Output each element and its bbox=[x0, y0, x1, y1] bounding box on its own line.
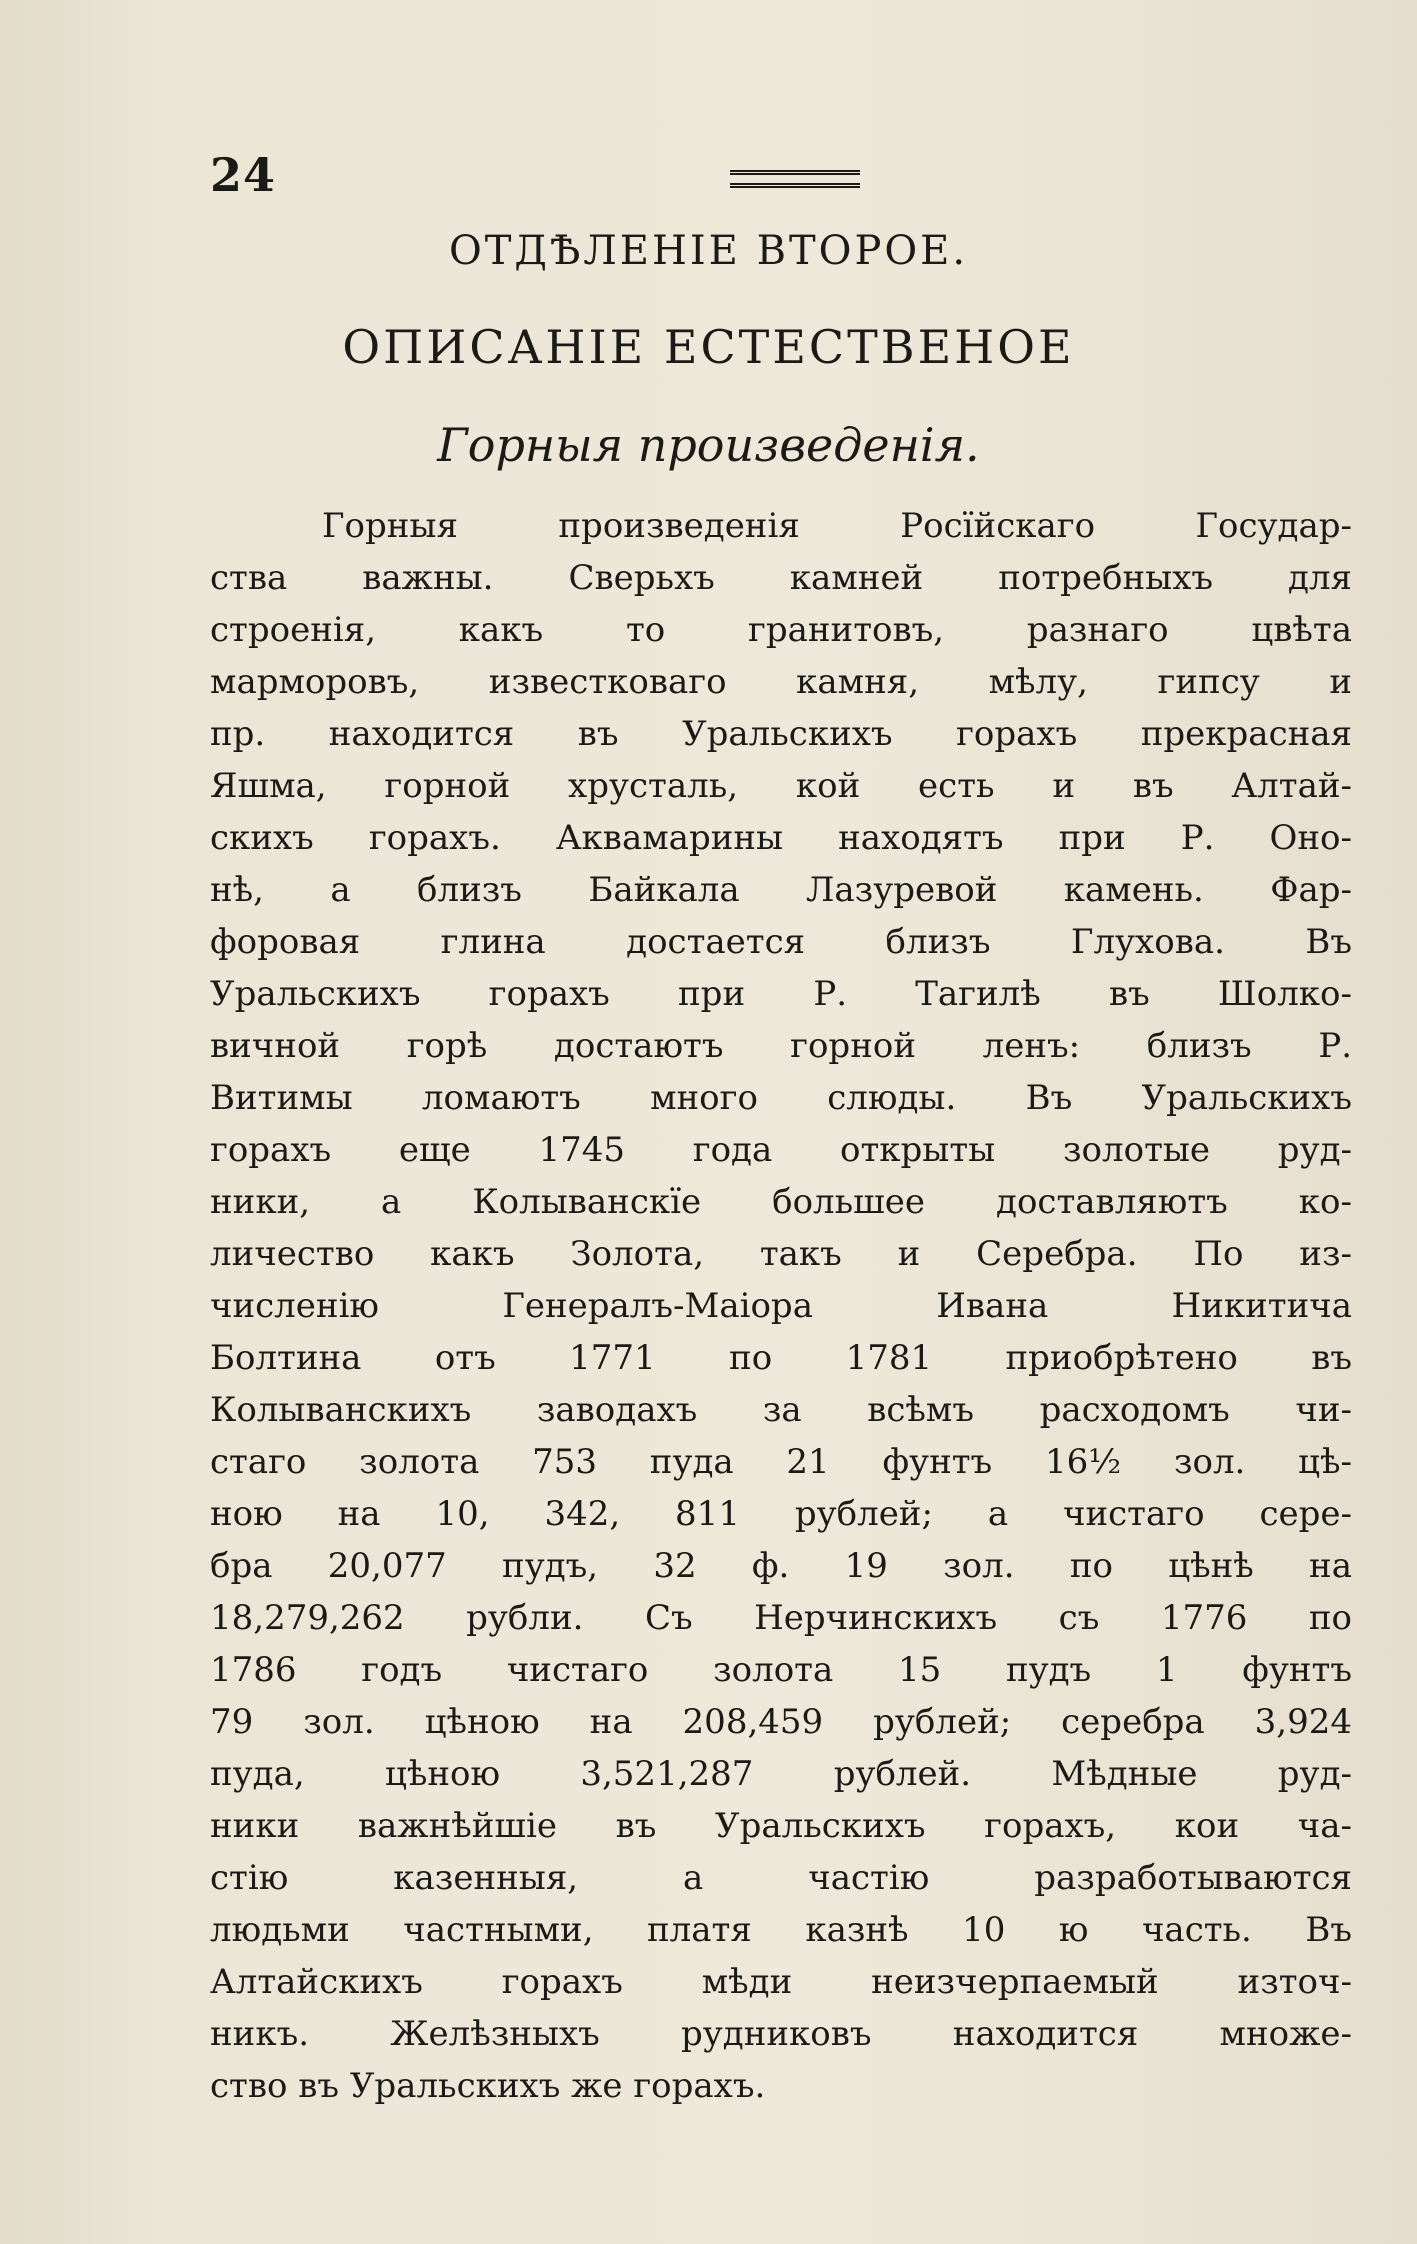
page-number: 24 bbox=[210, 148, 277, 202]
paragraph bbox=[210, 500, 1352, 2112]
text-line: 1786 годъ чистаго золота 15 пудъ 1 фунтъ bbox=[210, 1650, 1352, 1690]
text-line: людьми частными, платя казнѣ 10 ю часть. Въ bbox=[210, 1910, 1352, 1950]
text-line: Яшма, горной хрусталь, кой есть и въ Алтай- bbox=[210, 766, 1352, 806]
text-line: горахъ еще 1745 года открыты золотые руд- bbox=[210, 1130, 1352, 1170]
text-line: пр. находится въ Уральскихъ горахъ прекрасная bbox=[210, 714, 1352, 754]
text-line: ники важнѣйшіе въ Уральскихъ горахъ, кои ча- bbox=[210, 1806, 1352, 1846]
text-line: скихъ горахъ. Аквамарины находятъ при Р. Оно- bbox=[210, 818, 1352, 858]
text-line: ники, а Колыванскїе большее доставляютъ ко- bbox=[210, 1182, 1352, 1222]
text-line: Уральскихъ горахъ при Р. Тагилѣ въ Шолко- bbox=[210, 974, 1352, 1014]
text-line: численію Генералъ-Маіора Ивана Никитича bbox=[210, 1286, 1352, 1326]
text-line: ство въ Уральскихъ же горахъ. bbox=[210, 2066, 766, 2106]
text-line: строенія, какъ то гранитовъ, разнаго цвѣта bbox=[210, 610, 1352, 650]
text-line: нѣ, а близъ Байкала Лазуревой камень. Фар- bbox=[210, 870, 1352, 910]
text-line: вичной горѣ достаютъ горной ленъ: близъ Р. bbox=[210, 1026, 1352, 1066]
text-line: ства важны. Сверьхъ камней потребныхъ для bbox=[210, 558, 1352, 598]
text-line: никъ. Желѣзныхъ рудниковъ находится множе- bbox=[210, 2014, 1352, 2054]
text-line: пуда, цѣною 3,521,287 рублей. Мѣдные руд- bbox=[210, 1754, 1352, 1794]
subtitle: Горныя произведенія. bbox=[437, 418, 980, 472]
text-line: бра 20,077 пудъ, 32 ф. 19 зол. по цѣнѣ на bbox=[210, 1546, 1352, 1586]
text-line: Колыванскихъ заводахъ за всѣмъ расходомъ чи- bbox=[210, 1390, 1352, 1430]
section-title: ОТДѢЛЕНІЕ ВТОРОЕ. bbox=[448, 228, 969, 274]
text-line: форовая глина достается близъ Глухова. Въ bbox=[210, 922, 1352, 962]
text-line: Горныя произведенія Росїйскаго Государ- bbox=[322, 506, 1352, 546]
text-line: ною на 10, 342, 811 рублей; а чистаго сере- bbox=[210, 1494, 1352, 1534]
text-line: Болтина отъ 1771 по 1781 приобрѣтено въ bbox=[210, 1338, 1352, 1378]
text-line: стаго золота 753 пуда 21 фунтъ 16½ зол. цѣ- bbox=[210, 1442, 1352, 1482]
text-line: стію казенныя, а частію разработываются bbox=[210, 1858, 1352, 1898]
text-line: марморовъ, известковаго камня, мѣлу, гипсу и bbox=[210, 662, 1352, 702]
text-line: 18,279,262 рубли. Съ Нерчинскихъ съ 1776 по bbox=[210, 1598, 1352, 1638]
text-line: личество какъ Золота, такъ и Серебра. По из- bbox=[210, 1234, 1352, 1274]
text-line: Витимы ломаютъ много слюды. Въ Уральскихъ bbox=[210, 1078, 1352, 1118]
text-line: Алтайскихъ горахъ мѣди неизчерпаемый източ- bbox=[210, 1962, 1352, 2002]
text-line: 79 зол. цѣною на 208,459 рублей; серебра 3,924 bbox=[210, 1702, 1352, 1742]
header-double-rule bbox=[730, 170, 860, 188]
chapter-title: ОПИСАНІЕ ЕСТЕСТВЕНОЕ bbox=[342, 320, 1075, 374]
